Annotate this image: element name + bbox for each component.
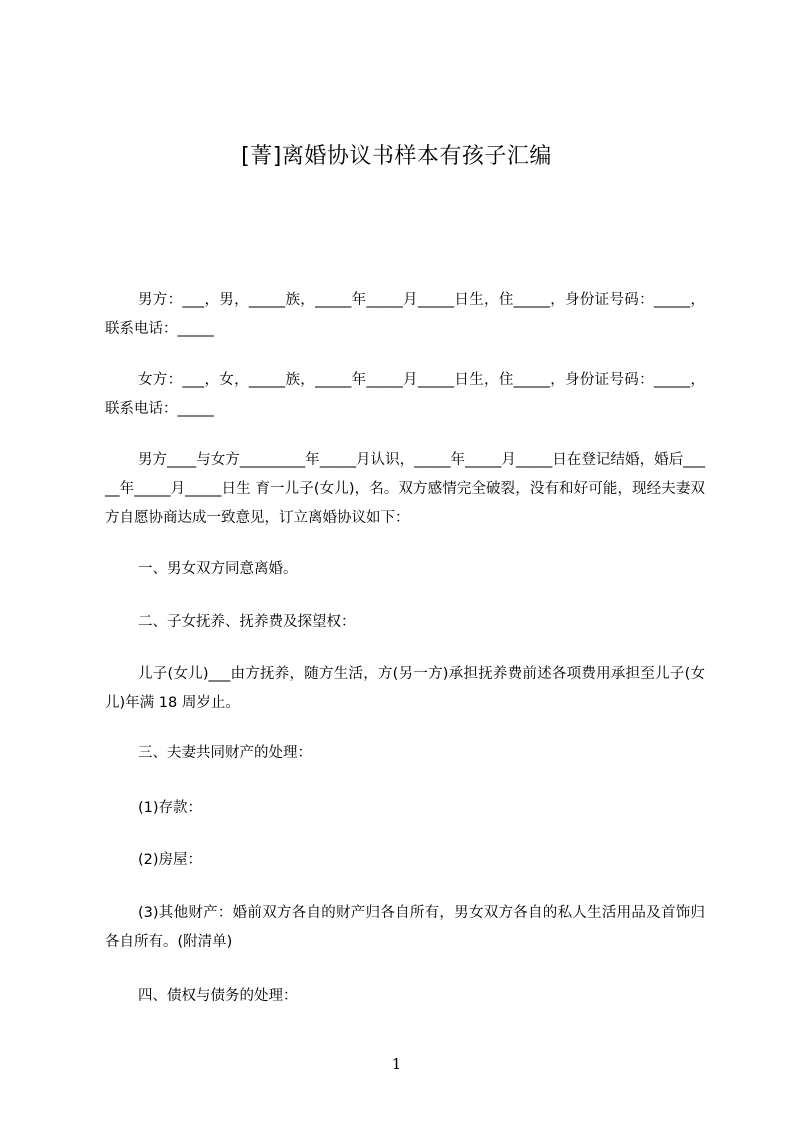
item-house: (2)房屋： — [138, 852, 203, 868]
paragraph-male-party: 男方：___，男，_____族，_____年_____月_____日生，住_____，身份证号码：_____，联系电话：_____ — [105, 292, 705, 337]
clause-agree-divorce: 一、男女双方同意离婚。 — [138, 561, 298, 577]
clause-child-custody-heading: 二、子女抚养、抚养费及探望权： — [138, 614, 356, 630]
paragraph-child-support: 儿子(女儿)___由方抚养，随方生活，方(另一方)承担抚养费前述各项费用承担至儿子(女儿)年满 18 周岁止。 — [105, 666, 705, 711]
item-deposits: (1)存款： — [138, 800, 203, 816]
item-other-property: (3)其他财产：婚前双方各自的财产归各自所有，男女双方各自的私人生活用品及首饰归各自所有。(附清单) — [105, 905, 705, 950]
paragraph-female-party: 女方：___，女，_____族，_____年_____月_____日生，住_____，身份证号码：_____，联系电话：_____ — [105, 372, 705, 417]
page-number: 1 — [391, 1055, 402, 1073]
document-title: [菁]离婚协议书样本有孩子汇编 — [241, 144, 552, 169]
paragraph-marriage-history: 男方____与女方_________年_____月认识，_____年_____月_____日在登记结婚，婚后_____年_____月_____日生 育一儿子(女儿)，名。双方感情完全破裂，没有和好可能，现经夫妻双方自愿协商达成一致意见，订立离婚协议如下： — [105, 452, 705, 526]
clause-property-heading: 三、夫妻共同财产的处理： — [138, 745, 312, 761]
clause-debts-heading: 四、债权与债务的处理： — [138, 988, 298, 1004]
